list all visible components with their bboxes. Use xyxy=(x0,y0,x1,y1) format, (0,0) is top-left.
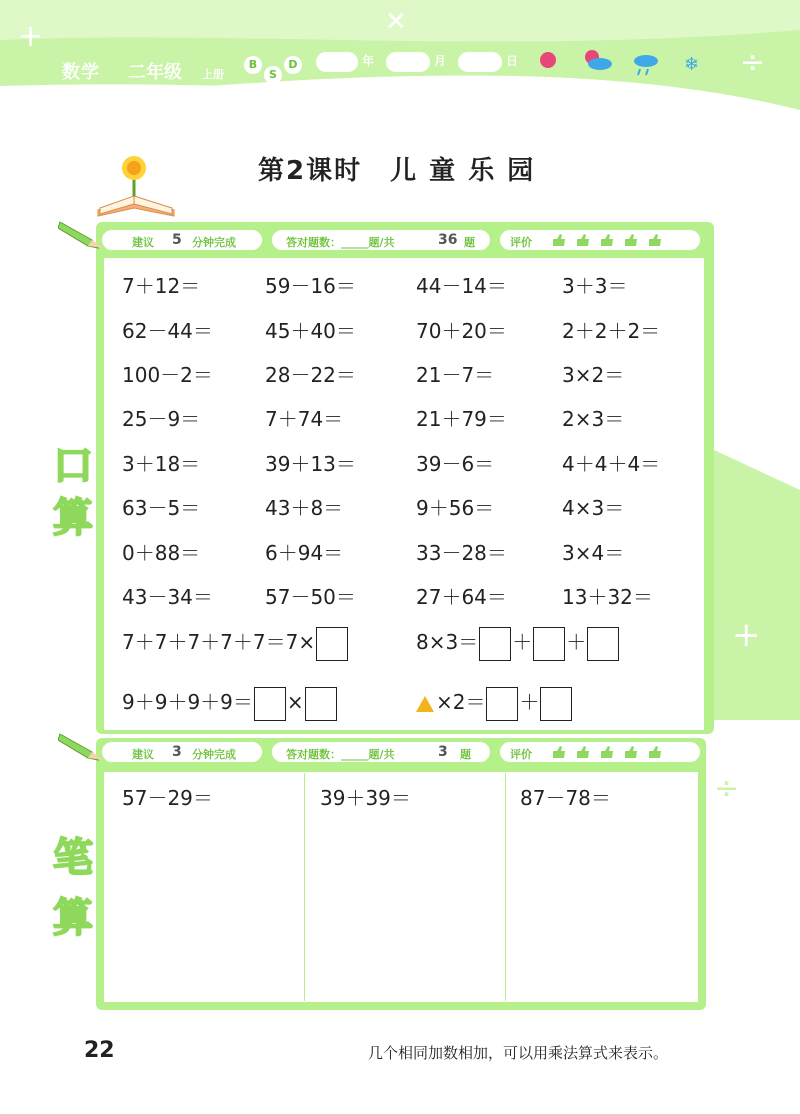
rating-thumbs xyxy=(552,233,672,250)
math-problem: 57－50＝ xyxy=(265,585,356,609)
thumb-icon[interactable] xyxy=(600,233,614,247)
math-problem: 45＋40＝ xyxy=(265,319,356,343)
suggested-time-bar xyxy=(100,228,264,252)
year-unit: 年 xyxy=(362,54,375,68)
page-edge-decoration xyxy=(704,450,800,720)
suggest-minutes: 5 xyxy=(172,232,182,248)
math-problem: 13＋32＝ xyxy=(562,585,653,609)
math-problem: 44－14＝ xyxy=(416,274,507,298)
cloud-rain-icon xyxy=(634,55,658,75)
math-problem: 4×3＝ xyxy=(562,496,625,520)
book-flower-icon xyxy=(94,152,180,222)
score-bar xyxy=(270,740,492,764)
correct-label: 答对题数：_____题/共 xyxy=(286,748,395,761)
math-problem: 3×2＝ xyxy=(562,363,625,387)
answer-box[interactable] xyxy=(533,627,565,661)
thumb-icon[interactable] xyxy=(552,233,566,247)
score-bar xyxy=(270,228,492,252)
math-problem: 7＋12＝ xyxy=(122,274,201,298)
fill-problem xyxy=(416,686,573,721)
page-number: 22 xyxy=(84,1038,115,1063)
math-problem: 43－34＝ xyxy=(122,585,213,609)
math-problem: 28－22＝ xyxy=(265,363,356,387)
total-count: 36 xyxy=(438,232,458,248)
publisher-letter: D xyxy=(284,56,302,74)
suggest-suffix: 分钟完成 xyxy=(192,236,236,249)
sun-icon xyxy=(540,52,556,68)
suggested-time-bar xyxy=(100,740,264,764)
math-problem: 7＋74＝ xyxy=(265,407,344,431)
answer-box[interactable] xyxy=(316,627,348,661)
math-problem: 3＋3＝ xyxy=(562,274,628,298)
fill-problem-text: 8×3＝ xyxy=(416,630,479,654)
section-label-char: 口 xyxy=(53,443,93,489)
plus-sign: ＋ xyxy=(566,630,587,654)
plus-sign: ＋ xyxy=(512,630,533,654)
plus-sign: ＋ xyxy=(519,690,540,714)
section-label-char: 笔 xyxy=(53,835,93,881)
svg-text:÷: ÷ xyxy=(714,771,740,806)
fill-problem-text: 9＋9＋9＋9＝ xyxy=(122,690,253,714)
day-unit: 日 xyxy=(506,54,519,68)
total-suffix: 题 xyxy=(464,236,475,249)
publisher-letter: B xyxy=(244,56,262,74)
thumb-icon[interactable] xyxy=(648,233,662,247)
svg-text:+: + xyxy=(732,615,761,655)
answer-box[interactable] xyxy=(479,627,511,661)
grade-label: 二年级 xyxy=(128,62,182,83)
written-problem: 39＋39＝ xyxy=(320,786,411,810)
suggest-minutes: 3 xyxy=(172,744,182,760)
publisher-letter: S xyxy=(264,66,282,84)
lesson-title: 第2课时 儿 童 乐 园 xyxy=(258,156,536,186)
suggest-prefix: 建议 xyxy=(132,748,154,761)
divide-decoration xyxy=(706,770,746,806)
answer-box[interactable] xyxy=(486,687,518,721)
math-problem: 6＋94＝ xyxy=(265,541,344,565)
volume-label: 上册 xyxy=(202,68,224,81)
written-problem: 57－29＝ xyxy=(122,786,213,810)
month-field[interactable] xyxy=(386,52,430,72)
math-problem: 3＋18＝ xyxy=(122,452,201,476)
math-problem: 21－7＝ xyxy=(416,363,495,387)
math-problem: 2×3＝ xyxy=(562,407,625,431)
math-problem: 4＋4＋4＝ xyxy=(562,452,661,476)
fill-problem xyxy=(122,686,338,721)
total-suffix: 题 xyxy=(460,748,471,761)
year-field[interactable] xyxy=(316,52,358,72)
math-problem: 27＋64＝ xyxy=(416,585,507,609)
thumb-icon[interactable] xyxy=(600,745,614,759)
svg-text:✕: ✕ xyxy=(385,7,407,37)
correct-label: 答对题数：_____题/共 xyxy=(286,236,395,249)
rating-bar xyxy=(498,228,702,252)
rating-label: 评价 xyxy=(510,236,532,249)
thumb-icon[interactable] xyxy=(624,745,638,759)
math-problem: 39－6＝ xyxy=(416,452,495,476)
section-label-char: 算 xyxy=(53,495,93,541)
math-problem: 100－2＝ xyxy=(122,363,213,387)
math-problem: 21＋79＝ xyxy=(416,407,507,431)
sun-cloud-icon xyxy=(585,50,612,70)
suggest-suffix: 分钟完成 xyxy=(192,748,236,761)
thumb-icon[interactable] xyxy=(552,745,566,759)
written-problem: 87－78＝ xyxy=(520,786,611,810)
page-header xyxy=(0,0,800,110)
math-problem: 0＋88＝ xyxy=(122,541,201,565)
rating-label: 评价 xyxy=(510,748,532,761)
math-problem: 63－5＝ xyxy=(122,496,201,520)
math-problem: 39＋13＝ xyxy=(265,452,356,476)
math-problem: 3×4＝ xyxy=(562,541,625,565)
svg-text:❄: ❄ xyxy=(684,54,700,75)
math-problem: 43＋8＝ xyxy=(265,496,344,520)
math-problem: 62－44＝ xyxy=(122,319,213,343)
thumb-icon[interactable] xyxy=(576,233,590,247)
thumb-icon[interactable] xyxy=(576,745,590,759)
svg-text:÷: ÷ xyxy=(740,45,766,80)
subject-label: 数学 xyxy=(62,62,100,83)
math-problem: 9＋56＝ xyxy=(416,496,495,520)
thumb-icon[interactable] xyxy=(624,233,638,247)
fill-problem xyxy=(122,626,349,661)
thumb-icon[interactable] xyxy=(648,745,662,759)
total-count: 3 xyxy=(438,744,448,760)
math-problem: 59－16＝ xyxy=(265,274,356,298)
math-problem: 25－9＝ xyxy=(122,407,201,431)
triangle-icon xyxy=(416,696,434,712)
fill-problem-text: 7＋7＋7＋7＋7＝7× xyxy=(122,630,316,654)
footer-tip: 几个相同加数相加，可以用乘法算式来表示。 xyxy=(368,1044,669,1062)
answer-box[interactable] xyxy=(305,687,337,721)
answer-box[interactable] xyxy=(254,687,286,721)
month-unit: 月 xyxy=(434,54,447,68)
fill-problem-text: ×2＝ xyxy=(436,690,486,714)
math-problem: 2＋2＋2＝ xyxy=(562,319,661,343)
answer-box[interactable] xyxy=(587,627,619,661)
math-problem: 33－28＝ xyxy=(416,541,507,565)
times-sign: × xyxy=(286,690,304,714)
fill-problem xyxy=(416,626,620,661)
math-problem: 70＋20＝ xyxy=(416,319,507,343)
snowflake-icon xyxy=(684,54,699,75)
suggest-prefix: 建议 xyxy=(132,236,154,249)
weather-icons xyxy=(538,48,718,78)
svg-text:+: + xyxy=(18,19,44,54)
answer-box[interactable] xyxy=(540,687,572,721)
rating-bar xyxy=(498,740,702,764)
section-label-char: 算 xyxy=(53,895,93,941)
day-field[interactable] xyxy=(458,52,502,72)
publisher-logo xyxy=(242,52,304,86)
rating-thumbs xyxy=(552,745,672,762)
